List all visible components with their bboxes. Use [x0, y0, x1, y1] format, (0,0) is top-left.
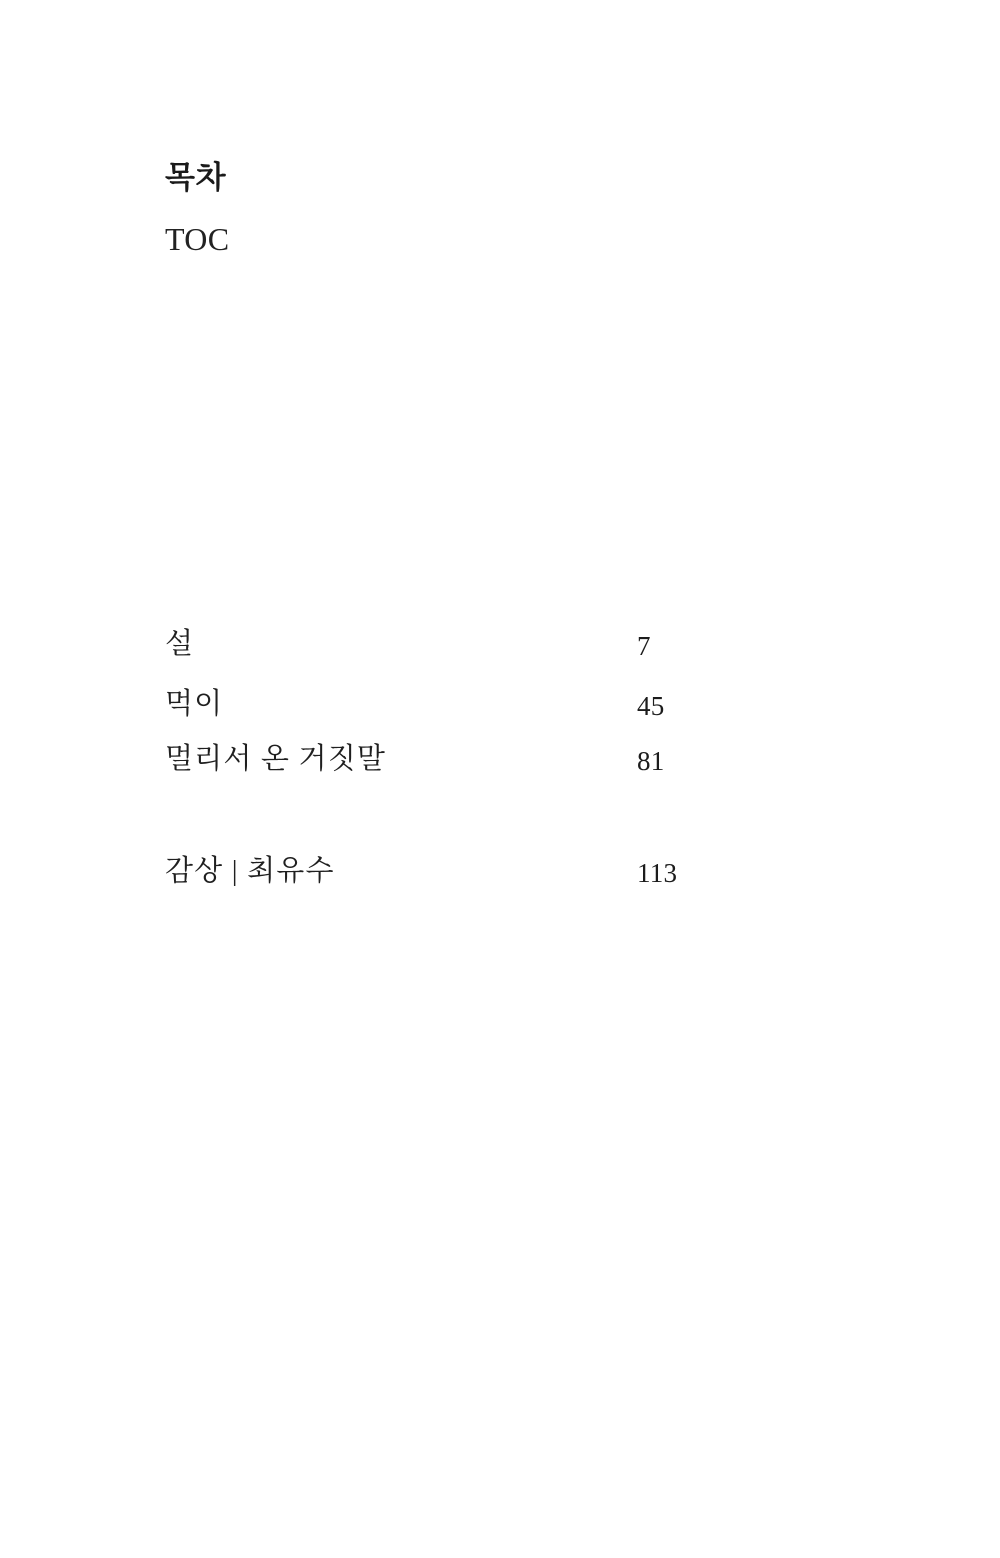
toc-entry-page-number: 45	[637, 691, 665, 721]
page-title-latin: TOC	[165, 221, 230, 257]
toc-entry	[165, 855, 725, 887]
toc-list	[165, 628, 725, 887]
toc-entry-page-number: 81	[637, 746, 665, 776]
toc-entry-title: 설	[165, 628, 195, 660]
page-title-korean: 목차	[165, 160, 227, 195]
toc-entry-title: 감상 | 최유수	[165, 855, 335, 887]
toc-entry-page-number: 7	[637, 631, 651, 661]
toc-entry	[165, 628, 725, 660]
toc-entry	[165, 688, 725, 720]
toc-entry-page-number: 113	[637, 858, 678, 888]
page-header	[165, 160, 229, 256]
toc-entry-title: 먹이	[165, 688, 224, 720]
toc-entry-title: 멀리서 온 거짓말	[165, 743, 387, 775]
toc-entry	[165, 743, 725, 775]
